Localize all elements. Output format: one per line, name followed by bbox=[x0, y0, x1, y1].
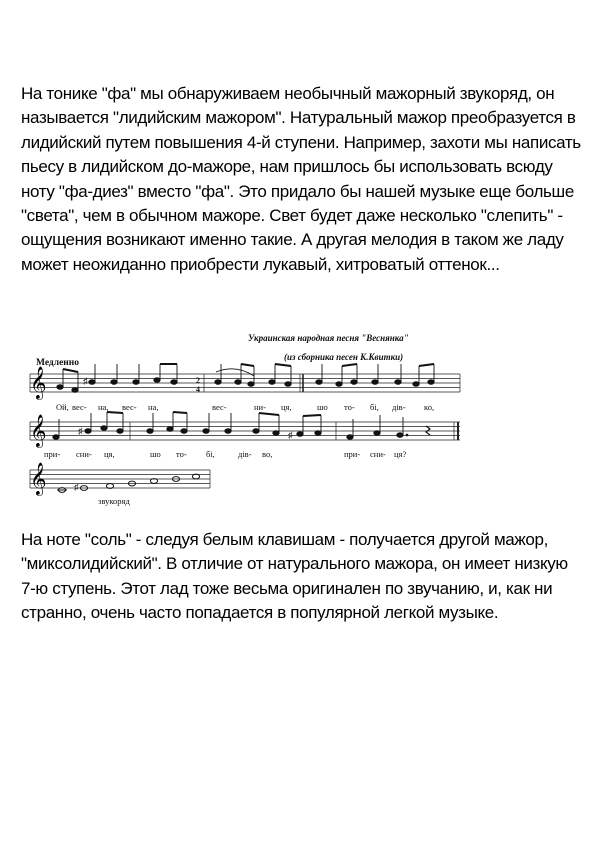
svg-text:шо: шо bbox=[150, 449, 161, 459]
tempo-marking: Медленно bbox=[36, 358, 79, 368]
svg-text:4: 4 bbox=[196, 385, 200, 394]
svg-text:бі,: бі, bbox=[206, 449, 215, 459]
svg-text:сни-: сни- bbox=[76, 449, 92, 459]
svg-text:бі,: бі, bbox=[370, 402, 379, 412]
svg-text:♯: ♯ bbox=[288, 430, 293, 440]
lyrics-line-2 bbox=[44, 449, 406, 459]
paragraph-lydian: На тонике "фа" мы обнаруживаем необычный мажорный звукоряд, он называется "лидийским мажором". Натуральный мажор преобразуется в лидийский путем повышения 4-й ступени. Например, захоти мы написать пьесу в лидийском до-мажоре, нам пришлось бы использовать всюду ноту "фа-диез" вместо "фа". Это придало бы нашей музыке еще больше "света", чем в обычном мажоре. Свет будет даже несколько "слепить" - ощущения возникают именно такие. А другая мелодия в таком же ладу может неожиданно приобрести лукавый, хитроватый оттенок... bbox=[21, 84, 581, 274]
svg-text:дів-: дів- bbox=[238, 449, 252, 459]
music-score-vesnyanka bbox=[26, 324, 466, 514]
svg-text:Ой,: Ой, bbox=[56, 402, 69, 412]
svg-text:на,: на, bbox=[148, 402, 159, 412]
score-title: Украинская народная песня "Веснянка" bbox=[248, 333, 409, 343]
treble-clef-icon: 𝄞 bbox=[30, 462, 47, 495]
svg-text:при-: при- bbox=[344, 449, 361, 459]
svg-text:шо: шо bbox=[317, 402, 328, 412]
svg-text:вес-: вес- bbox=[122, 402, 137, 412]
svg-text:дів-: дів- bbox=[392, 402, 406, 412]
svg-text:♯: ♯ bbox=[83, 376, 88, 386]
svg-text:во,: во, bbox=[262, 449, 273, 459]
svg-text:♯: ♯ bbox=[78, 426, 83, 436]
paragraph-mixolydian: На ноте "соль" - следуя белым клавишам - получается другой мажор, "миксолидийский". В отличие от натурального мажора, он имеет низкую 7-ю ступень. Этот лад тоже весьма оригинален по звучанию, и, как ни странно, очень часто попадается в популярной легкой музыке. bbox=[21, 530, 568, 623]
svg-text:ко,: ко, bbox=[424, 402, 435, 412]
svg-text:то-: то- bbox=[176, 449, 187, 459]
svg-text:сни-: сни- bbox=[370, 449, 386, 459]
svg-text:вес-: вес- bbox=[212, 402, 227, 412]
svg-text:ця,: ця, bbox=[281, 402, 292, 412]
svg-text:на,: на, bbox=[98, 402, 109, 412]
svg-text:ця?: ця? bbox=[394, 449, 407, 459]
svg-text:ни-: ни- bbox=[254, 402, 266, 412]
time-signature: 2 bbox=[196, 376, 200, 385]
svg-text:при-: при- bbox=[44, 449, 61, 459]
notes-staff-1 bbox=[57, 364, 434, 392]
treble-clef-icon: 𝄞 bbox=[30, 366, 47, 399]
staff-3-scale bbox=[30, 470, 210, 488]
score-source: (из сборника песен К.Квитки) bbox=[284, 352, 404, 362]
svg-text:вес-: вес- bbox=[72, 402, 87, 412]
staff-2 bbox=[30, 422, 460, 440]
svg-text:ця,: ця, bbox=[104, 449, 115, 459]
svg-text:♯: ♯ bbox=[74, 482, 79, 492]
treble-clef-icon: 𝄞 bbox=[30, 414, 47, 447]
lyrics-line-1 bbox=[56, 402, 434, 412]
scale-label: звукоряд bbox=[98, 496, 130, 506]
svg-text:то-: то- bbox=[344, 402, 355, 412]
